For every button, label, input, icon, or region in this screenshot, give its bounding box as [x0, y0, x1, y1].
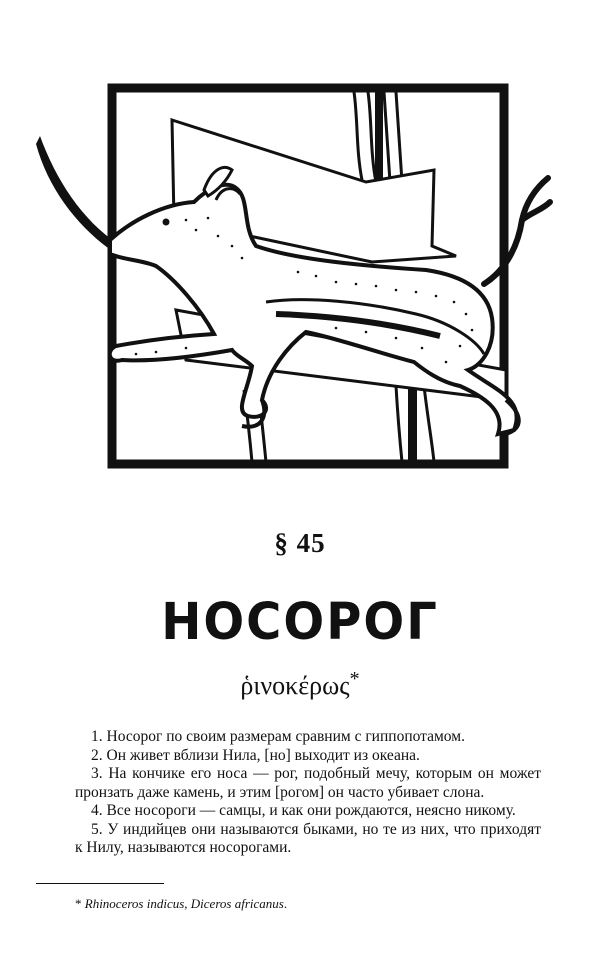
footnote-species-2: Diceros africanus [190, 896, 284, 911]
body-text [75, 728, 541, 858]
footnote-species-1: Rhinoceros indicus [84, 896, 185, 911]
footnote-end: . [283, 896, 288, 911]
greek-word: ῥινοκέρως [240, 671, 350, 700]
greek-term [0, 668, 600, 701]
paragraph-4: 4. Все носороги — самцы, и как они рождаются, неясно никому. [91, 802, 516, 819]
paragraph-5: 5. У индийцев они называются быками, но те из них, что приходят к Нилу, называются носорогами. [75, 820, 541, 856]
footnote-separator: , [184, 896, 188, 911]
footnote-reference-mark: * [349, 668, 360, 690]
curtain-bottom [244, 386, 434, 462]
rhino-eye [163, 219, 170, 226]
paragraph-1: 1. Носорог по своим размерам сравним с гиппопотамом. [91, 728, 465, 745]
paragraph-3: 3. На кончике его носа — рог, подобный мечу, которым он может пронзать даже камень, и этим [рогом] он часто убивает слона. [75, 765, 541, 801]
paragraph-2: 2. Он живет вблизи Нила, [но] выходит из океана. [91, 746, 420, 764]
footnote-rule [36, 883, 164, 884]
chapter-title: НОСОРОГ [161, 592, 439, 652]
footnote-mark: * [75, 896, 82, 911]
rhino-horn [36, 136, 118, 248]
footnote [75, 896, 555, 912]
section-number: § 45 [274, 528, 326, 558]
rhinoceros-illustration [36, 70, 566, 490]
rhino-tail [484, 178, 550, 284]
